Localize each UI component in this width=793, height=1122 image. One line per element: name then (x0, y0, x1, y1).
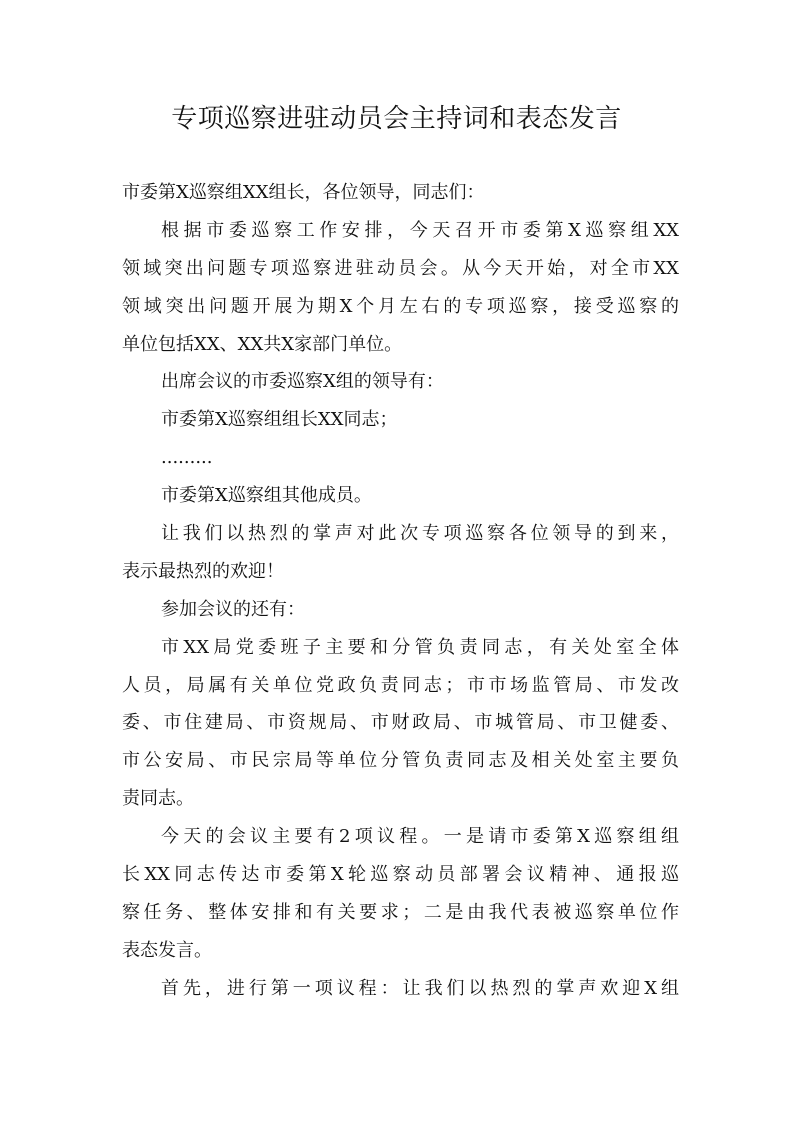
text-line: 领域突出问题专项巡察进驻动员会。从今天开始，对全市XX (122, 257, 679, 279)
text-line: 察任务、整体安排和有关要求；二是由我代表被巡察单位作 (122, 901, 679, 923)
text-line: 人员，局属有关单位党政负责同志；市市场监管局、市发改 (122, 674, 679, 696)
document-title: 专项巡察进驻动员会主持词和表态发言 (171, 104, 622, 134)
text-line: 市委第X巡察组其他成员。 (161, 485, 372, 507)
document-body (122, 181, 679, 1015)
text-line: 首先，进行第一项议程：让我们以热烈的掌声欢迎X组 (161, 977, 679, 999)
text-line: 表示最热烈的欢迎！ (122, 560, 284, 582)
text-line: 长XX同志传达市委第X轮巡察动员部署会议精神、通报巡 (122, 864, 679, 886)
text-line: 表态发言。 (122, 939, 212, 961)
text-line: 参加会议的还有： (161, 598, 305, 620)
text-line: 市XX局党委班子主要和分管负责同志，有关处室全体 (161, 636, 679, 658)
text-line: 委、市住建局、市资规局、市财政局、市城管局、市卫健委、 (122, 712, 679, 734)
text-line: 单位包括XX、XX共X家部门单位。 (122, 333, 403, 355)
text-line: 让我们以热烈的掌声对此次专项巡察各位领导的到来， (161, 523, 679, 545)
text-line: 根据市委巡察工作安排，今天召开市委第X巡察组XX (161, 219, 679, 241)
text-line: 市委第X巡察组组长XX同志； (161, 409, 398, 431)
text-line: 市委第X巡察组XX组长，各位领导，同志们： (122, 182, 485, 203)
text-line: 责同志。 (122, 788, 194, 810)
text-line: ......... (161, 447, 213, 469)
text-line: 出席会议的市委巡察X组的领导有： (161, 371, 444, 393)
text-line: 市公安局、市民宗局等单位分管负责同志及相关处室主要负 (122, 750, 679, 772)
text-line: 领域突出问题开展为期X个月左右的专项巡察，接受巡察的 (122, 295, 679, 317)
text-line: 今天的会议主要有2项议程。一是请市委第X巡察组组 (161, 826, 679, 848)
